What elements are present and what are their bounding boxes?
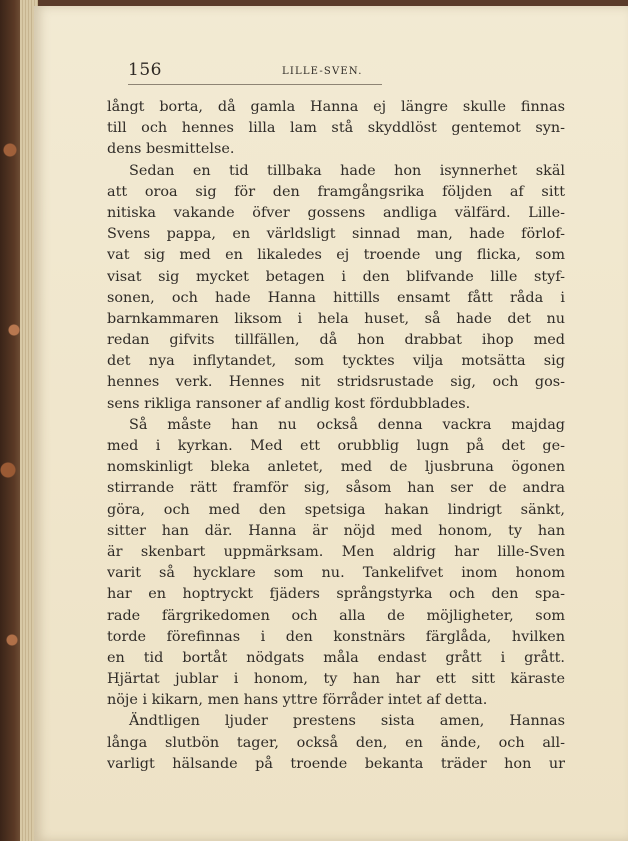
text-line: långt borta, då gamla Hanna ej längre skulle finnas (107, 99, 565, 115)
text-line: Ändtligen ljuder prestens sista amen, Hannas (129, 713, 565, 730)
text-line: att oroa sig för den framgångsrika följden af sitt (107, 183, 565, 200)
text-line: sens rikliga ransoner af andlig kost fördubblades. (107, 395, 471, 412)
text-line: nomskinligt bleka anletet, med de ljusbruna ögonen (107, 459, 565, 476)
text-line: till och hennes lilla lam stå skyddlöst gentemot syn- (107, 120, 565, 137)
text-line: är skenbart uppmärksam. Men aldrig har lille-Sven (107, 543, 565, 560)
text-line: redan gifvits tillfällen, då hon drabbat ihop med (107, 332, 565, 349)
text-line: stirrande rätt framför sig, såsom han ser de andra (107, 480, 565, 497)
text-line: dens besmittelse. (107, 141, 235, 158)
text-line: långa slutbön tager, också den, en ände, och all- (107, 734, 565, 751)
text-line: Svens pappa, en världsligt sinnad man, hade förlof- (107, 226, 565, 243)
text-line: Hjärtat jublar i honom, ty han har ett sitt käraste (107, 671, 565, 688)
text-line: har en hoptryckt fjäders språngstyrka och den spa- (107, 586, 565, 603)
text-line: sonen, och hade Hanna hittills ensamt fått råda i (107, 289, 565, 306)
text-line: vat sig med en likaledes ej troende ung flicka, som (107, 247, 565, 264)
text-line: med i kyrkan. Med ett orubblig lugn på det ge- (107, 438, 565, 454)
text-line: hennes verk. Hennes nit stridsrustade sig, och gos- (107, 374, 565, 391)
text-line: torde förefinnas i den konstnärs färglåda, hvilken (107, 628, 565, 645)
text-line: en tid bortåt nödgats måla endast grått i grått. (107, 649, 565, 666)
text-line: nöje i kikarn, men hans yttre förråder intet af detta. (107, 692, 488, 709)
text-line: Så måste han nu också denna vackra majdag (129, 416, 565, 433)
page-header (128, 60, 564, 86)
text-line: nitiska vakande öfver gossens andliga välfärd. Lille- (107, 204, 565, 221)
text-line: barnkammaren liksom i hela huset, så hade det nu (107, 310, 565, 327)
text-line: Sedan en tid tillbaka hade hon isynnerhet skäl (129, 162, 565, 179)
header-rule (128, 84, 382, 85)
text-line: rade färgrikedomen och alla de möjligheter, som (107, 607, 565, 624)
text-line: varit så hycklare som nu. Tankelifvet inom honom (107, 565, 565, 582)
body-text (107, 97, 565, 775)
running-title: LILLE-SVEN. (282, 66, 363, 77)
text-line: visat sig mycket betagen i den blifvande lille styf- (107, 268, 565, 285)
page-number: 156 (128, 60, 162, 80)
text-line: göra, och med den spetsiga hakan lindrigt sänkt, (107, 501, 565, 518)
text-line: det nya inflytandet, som tycktes vilja motsätta sig (107, 353, 565, 370)
text-line: varligt hälsande på troende bekanta träder hon ur (107, 755, 565, 772)
text-line: sitter han där. Hanna är nöjd med honom, ty han (107, 522, 565, 539)
